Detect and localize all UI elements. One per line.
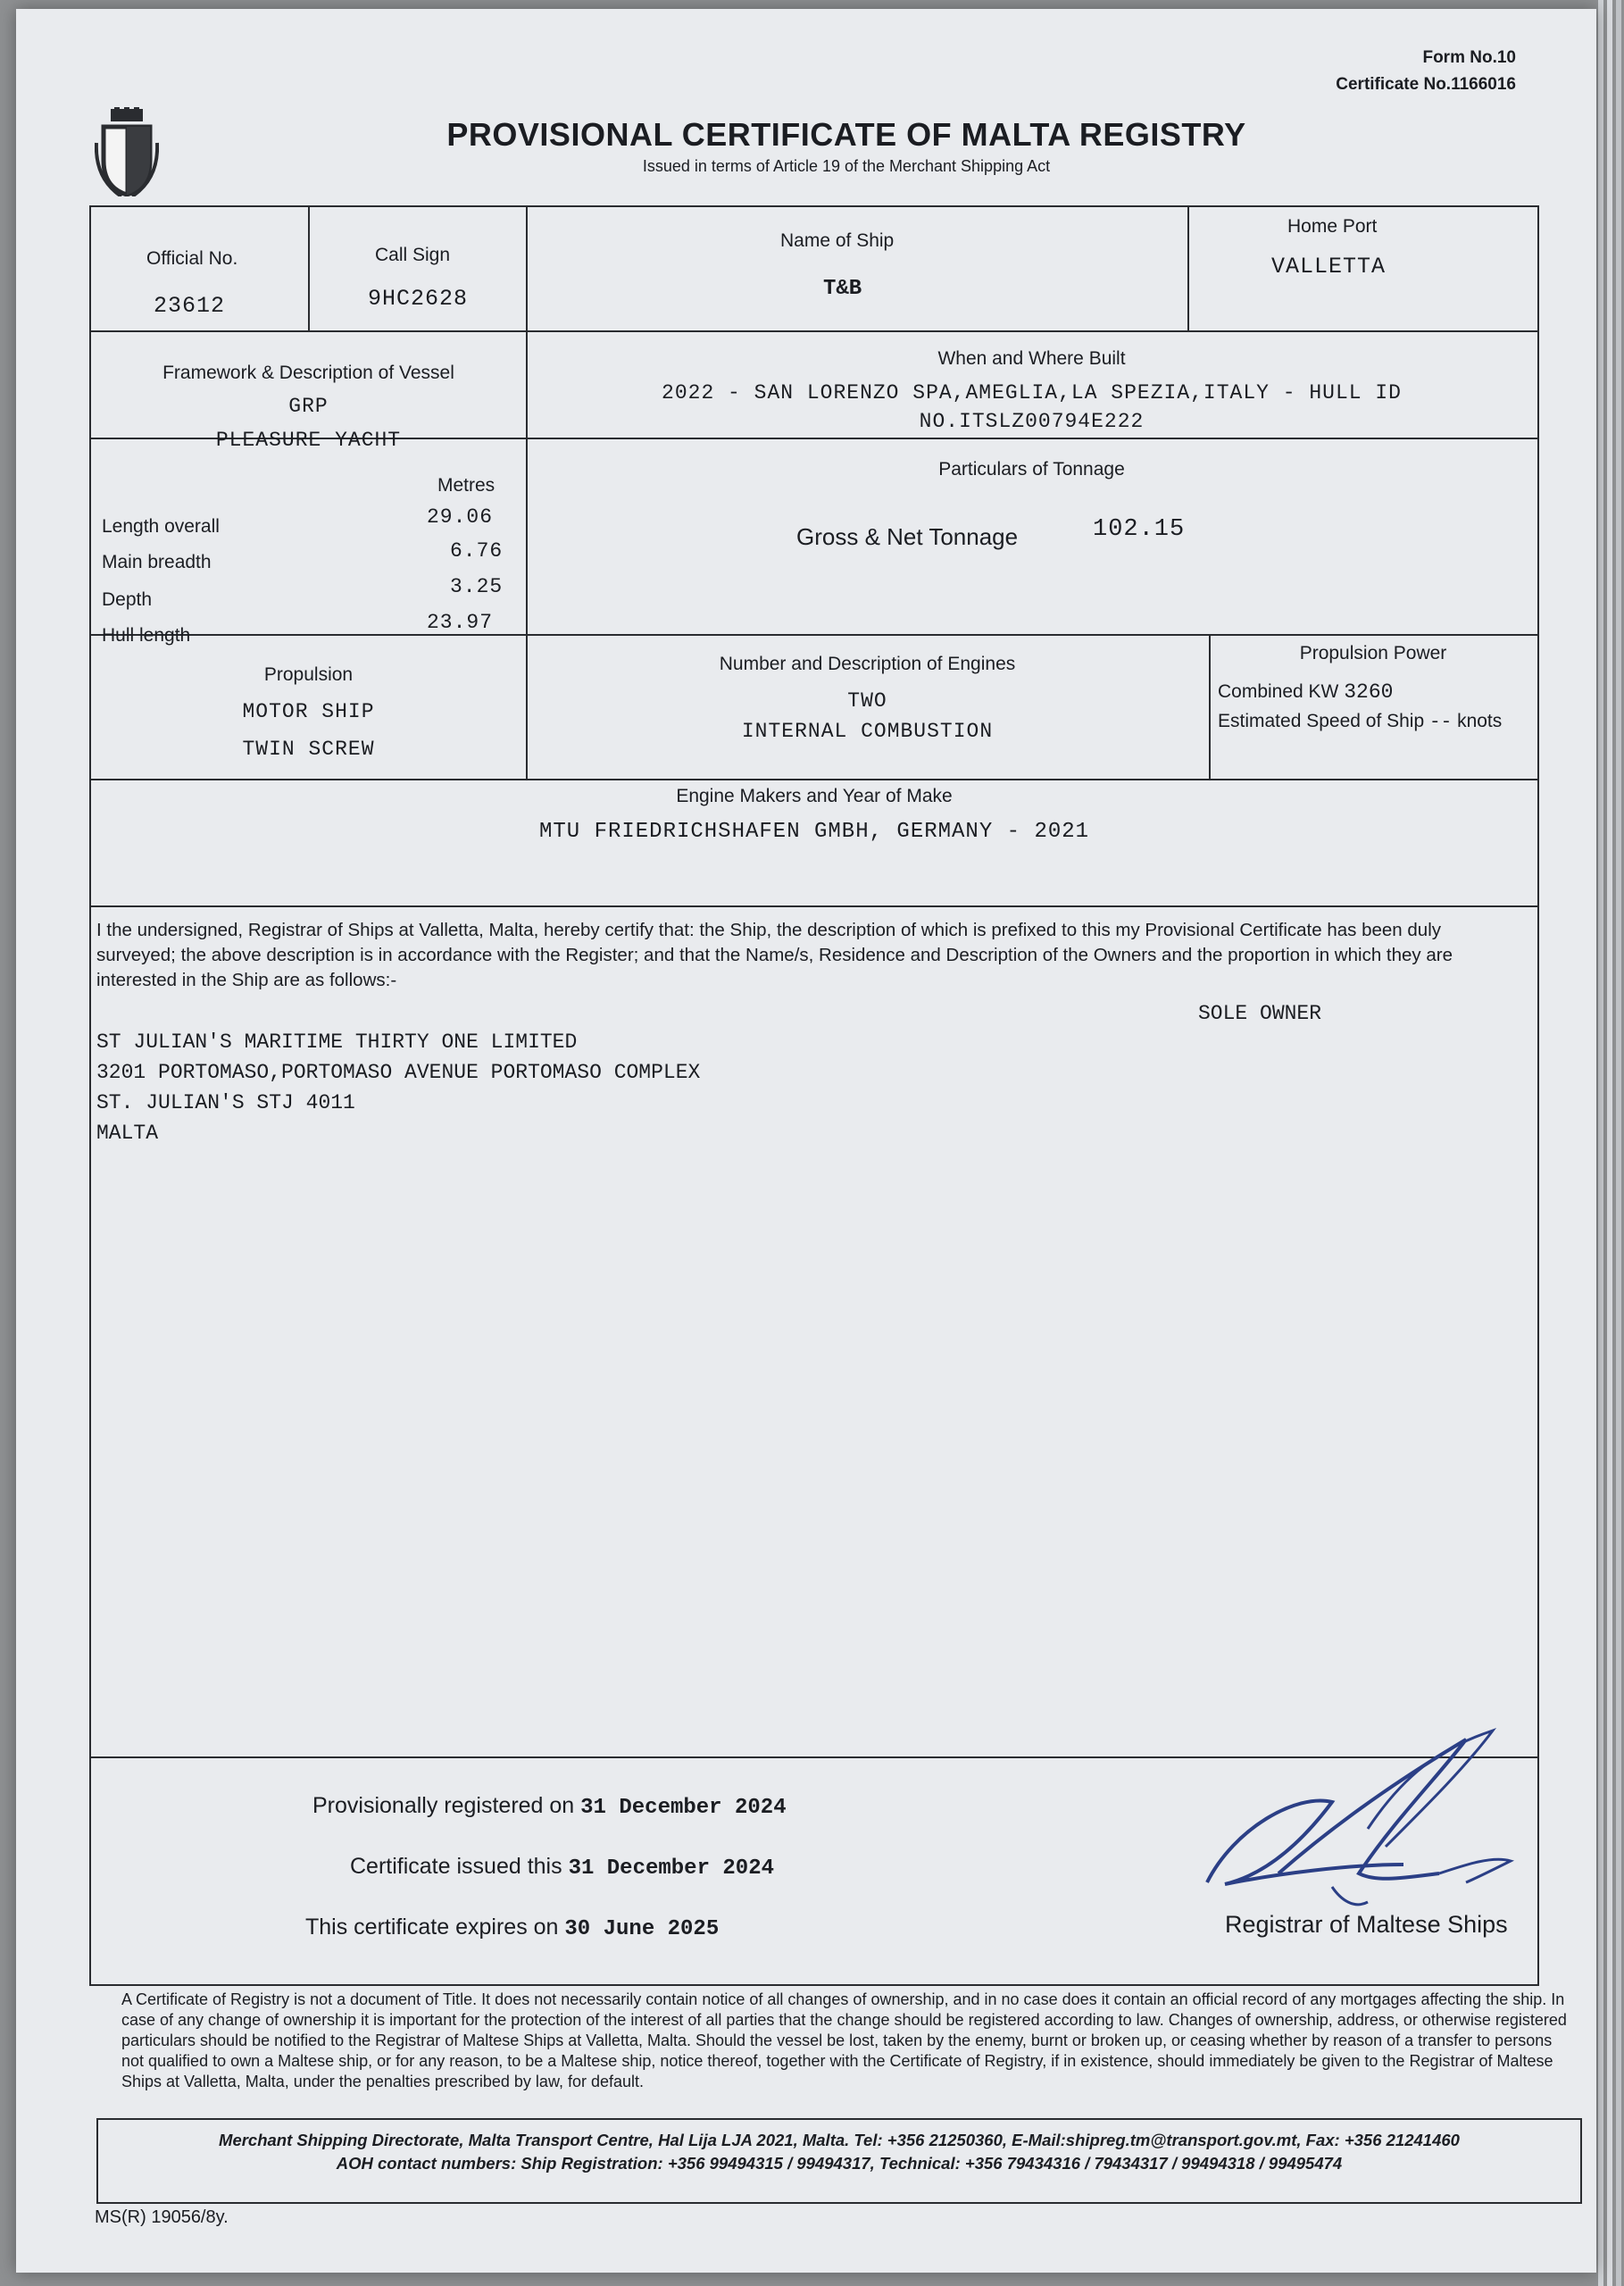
ship-name-value: T&B bbox=[823, 277, 862, 301]
certificate-expires: This certificate expires on 30 June 2025 bbox=[305, 1915, 720, 1941]
certificate-number: Certificate No.1166016 bbox=[1336, 75, 1516, 94]
engine-makers-value: MTU FRIEDRICHSHAFEN GMBH, GERMANY - 2021 bbox=[538, 820, 1090, 844]
certification-statement: I the undersigned, Registrar of Ships at Valletta, Malta, hereby certify that: the Ship, the description of which is prefixed to this my Provisional Certificate has been duly surveyed; the above description is in accordance with the Register; and that the Name/s, Residence and Description of the Owners and the proportion in which they are interested in the Ship are as follows:- bbox=[96, 920, 1453, 990]
certificate-sheet bbox=[16, 9, 1596, 2273]
form-number: Form No.10 bbox=[1422, 48, 1516, 67]
gross-net-tonnage-value: 102.15 bbox=[1093, 516, 1186, 543]
depth-label: Depth bbox=[102, 589, 153, 610]
contact-line1: Merchant Shipping Directorate, Malta Transport Centre, Hal Lija LJA 2021, Malta. Tel: +356 21250360, E-Mail:shipreg.tm@transport.gov.mt, Fax: +356 21241460 bbox=[219, 2131, 1460, 2149]
home-port-value: VALLETTA bbox=[1271, 254, 1387, 279]
framework-label: Framework & Description of Vessel bbox=[162, 363, 454, 383]
propulsion-power-label: Propulsion Power bbox=[1299, 643, 1447, 663]
combined-kw: Combined KW 3260 bbox=[1218, 680, 1394, 704]
call-sign-label: Call Sign bbox=[375, 245, 451, 265]
call-sign-value: 9HC2628 bbox=[368, 286, 469, 312]
built-value: 2022 - SAN LORENZO SPA,AMEGLIA,LA SPEZIA,ITALY - HULL ID NO.ITSLZ00794E222 bbox=[662, 381, 1402, 433]
ship-name-label: Name of Ship bbox=[780, 230, 895, 251]
certificate-issued: Certificate issued this 31 December 2024 bbox=[350, 1854, 774, 1881]
registrar-signature bbox=[1171, 1695, 1520, 1927]
owner-address bbox=[96, 1027, 700, 1148]
gross-net-tonnage-label: Gross & Net Tonnage bbox=[796, 523, 1019, 550]
provisionally-registered: Provisionally registered on 31 December 2024 bbox=[312, 1793, 787, 1820]
certificate-table bbox=[89, 205, 1539, 1986]
official-no-value: 23612 bbox=[154, 293, 226, 319]
length-overall-value: 29.06 bbox=[427, 505, 494, 529]
engines-type: INTERNAL COMBUSTION bbox=[741, 720, 994, 743]
tonnage-label: Particulars of Tonnage bbox=[938, 459, 1125, 480]
engines-count: TWO bbox=[847, 689, 887, 713]
owner-country: MALTA bbox=[96, 1122, 159, 1145]
contact-box bbox=[96, 2118, 1582, 2204]
metres-label: Metres bbox=[437, 475, 496, 496]
title-block bbox=[400, 116, 1293, 176]
registrar-title: Registrar of Maltese Ships bbox=[1225, 1911, 1508, 1938]
hull-length-value: 23.97 bbox=[427, 611, 494, 634]
length-overall-label: Length overall bbox=[102, 516, 220, 537]
main-breadth-label: Main breadth bbox=[102, 552, 212, 572]
depth-value: 3.25 bbox=[450, 575, 504, 598]
propulsion-label: Propulsion bbox=[263, 664, 354, 685]
contact-line2: AOH contact numbers: Ship Registration: +356 99494315 / 99494317, Technical: +356 79434316 / 79434317 / 99494318 / 99495474 bbox=[336, 2154, 1343, 2173]
framework-type: PLEASURE YACHT bbox=[215, 429, 402, 452]
disclaimer: A Certificate of Registry is not a document of Title. It does not necessarily contain notice of all changes of ownership, and in no case does it contain an official record of any mortgages affecting the ship. In case of any change of ownership it is important for the protection of the interest of all parties that the change should be registered according to law. Changes of ownership, address, or otherwise registered particulars should be notified to the Registrar of Maltese Ships at Valletta, Malta. Should the vessel be lost, taken by the enemy, burnt or broken up, or ceasing whether by reason of a transfer to persons not qualified to own a Maltese ship, or for any reason, to be a Maltese ship, notice thereof, together with the Certificate of Registry, if in existence, should immediately be given to the Registrar of Maltese Ships at Valletta, Malta, under the penalties prescribed by law, for default. bbox=[121, 1990, 1567, 2090]
propulsion-screw: TWIN SCREW bbox=[242, 738, 375, 761]
built-label: When and Where Built bbox=[937, 348, 1126, 369]
official-no-label: Official No. bbox=[146, 248, 238, 269]
framework-material: GRP bbox=[288, 395, 329, 418]
home-port-label: Home Port bbox=[1287, 216, 1378, 237]
owner-address-line2: ST. JULIAN'S STJ 4011 bbox=[96, 1091, 355, 1114]
estimated-speed: Estimated Speed of Ship -- knots bbox=[1218, 711, 1503, 733]
propulsion-type: MOTOR SHIP bbox=[242, 700, 375, 723]
engine-makers-label: Engine Makers and Year of Make bbox=[676, 786, 953, 806]
owner-name: ST JULIAN'S MARITIME THIRTY ONE LIMITED bbox=[96, 1030, 578, 1054]
main-breadth-value: 6.76 bbox=[450, 539, 504, 563]
form-reference: MS(R) 19056/8y. bbox=[95, 2207, 229, 2227]
malta-coat-of-arms-icon bbox=[95, 107, 159, 196]
page-subtitle: Issued in terms of Article 19 of the Merchant Shipping Act bbox=[642, 157, 1051, 175]
form-meta bbox=[1336, 45, 1516, 98]
engines-label: Number and Description of Engines bbox=[719, 654, 1016, 674]
owner-address-line1: 3201 PORTOMASO,PORTOMASO AVENUE PORTOMASO COMPLEX bbox=[96, 1061, 701, 1084]
ownership-share: SOLE OWNER bbox=[1198, 1002, 1322, 1025]
page-title: PROVISIONAL CERTIFICATE OF MALTA REGISTRY bbox=[446, 116, 1246, 153]
hull-length-label: Hull length bbox=[102, 625, 191, 646]
